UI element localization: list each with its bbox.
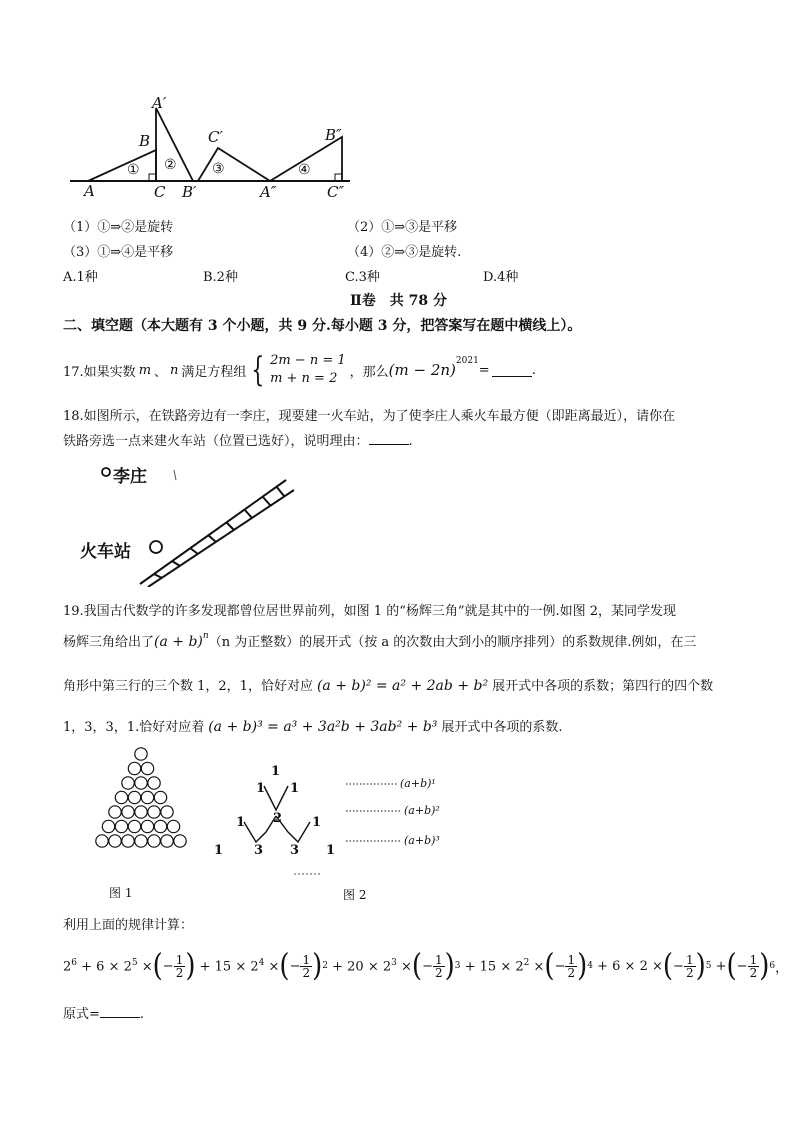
village-label: 李庄 <box>113 467 147 487</box>
label-circle-1: ① <box>127 162 140 178</box>
q18-end: . <box>408 434 413 449</box>
label-C: C <box>154 183 166 201</box>
fig2-row1: 1 <box>271 764 281 779</box>
triangle-circle <box>128 820 140 832</box>
triangle-circle <box>154 791 166 803</box>
fig2-row2-right: 1 <box>290 781 300 796</box>
result-line <box>63 1003 144 1022</box>
label-B: B <box>139 132 151 150</box>
q17-sep: 、 <box>154 364 168 380</box>
q17-exp: 2021 <box>455 356 479 366</box>
triangle-circle <box>115 820 127 832</box>
q17-answer-blank[interactable] <box>492 364 532 377</box>
label-A: A <box>84 182 95 200</box>
calc-intro: 利用上面的规律计算： <box>63 918 194 933</box>
q19-line4 <box>63 716 563 735</box>
triangle-circle <box>102 820 114 832</box>
q19-line3-expr: (a + b)² = a² + 2ab + b² <box>316 678 489 694</box>
q19-line2-exp: n <box>202 631 209 641</box>
fig2-row4-4: 1 <box>326 843 336 858</box>
label-A-prime: A′ <box>152 94 167 112</box>
fig2-label-2: (a+b)² <box>404 804 440 817</box>
q19-line2 <box>63 631 696 650</box>
result-end: . <box>139 1007 145 1022</box>
q16-option-1: （1）①⇒②是旋转 <box>63 220 174 235</box>
triangle-circle <box>135 806 147 818</box>
triangle-circle <box>167 820 179 832</box>
q18-line2 <box>63 430 413 449</box>
triangle-circle <box>122 777 134 789</box>
q17-expr: (m − 2n) <box>388 361 456 379</box>
section-heading: 二、填空题（本大题有 3 个小题，共 9 分.每小题 3 分，把答案写在题中横线上）。 <box>63 318 582 334</box>
q17-eq1: 2m − n = 1 <box>270 353 346 368</box>
q17-line <box>63 350 536 390</box>
q17-prefix: 17.如果实数 <box>63 364 136 380</box>
yanghui-triangle-figure <box>68 744 218 880</box>
q18-answer-blank[interactable] <box>369 432 409 445</box>
q19-line4a: 1，3，3，1.恰好对应着 <box>63 720 205 735</box>
fig2-label-1: (a+b)¹ <box>400 777 436 790</box>
fig2-row2-left: 1 <box>256 781 266 796</box>
triangle-circle <box>174 835 186 847</box>
fig2-row3-left: 1 <box>236 815 246 830</box>
triangle-circle <box>141 791 153 803</box>
q17-n: n <box>170 362 179 378</box>
calc-expression: $2^6 + 6 \times 2^5$ × ( − $\frac{1}{2}$ ) + $15 \times 2^4$ × ( − $\frac{1}{2}$ ) 2 + $20 \times 2^3$ × ( − $\frac{1}{2}$ ) 3 + $15 \times 2^2$ × ( − $\frac{1}{2}$ ) 4 + 6 × 2 × ( − $\frac{1}{2}$ ) 5 + ( − $\frac{1}{2}$ ) 6 ， <box>63 948 789 984</box>
q19-line4-expr: (a + b)³ = a³ + 3a²b + 3ab² + b³ <box>208 719 438 735</box>
triangle-circle <box>135 777 147 789</box>
q19-line3a: 角形中第三行的三个数 1，2，1，恰好对应 <box>63 679 313 694</box>
label-B-prime: B′ <box>182 183 197 201</box>
q17-system <box>270 352 346 388</box>
triangle-circle <box>115 791 127 803</box>
label-C-double-prime: C″ <box>327 183 345 201</box>
q16-option-2: （2）①⇒③是平移 <box>347 220 458 235</box>
q19-line1: 19.我国古代数学的许多发现都曾位居世界前列，如图 1 的“杨辉三角”就是其中的一例.如图 2，某同学发现 <box>63 604 677 619</box>
q17-period: . <box>531 362 536 378</box>
fig2-label-3: (a+b)³ <box>404 834 440 847</box>
triangle-circle <box>154 820 166 832</box>
result-answer-blank[interactable] <box>100 1005 140 1018</box>
fig2-row3-right: 1 <box>312 815 322 830</box>
triangle-circle <box>122 835 134 847</box>
triangle-circle <box>109 806 121 818</box>
fig2-caption: 图 2 <box>343 888 367 902</box>
q18-line1: 18.如图所示，在铁路旁边有一李庄，现要建一火车站，为了使李庄人乘火车最方便（即距离最近），请你在 <box>63 409 676 424</box>
label-circle-2: ② <box>164 157 177 173</box>
label-circle-3: ③ <box>212 161 225 177</box>
q19-line2a: 杨辉三角给出了 <box>63 635 155 650</box>
q17-after: ，那么 <box>349 364 389 380</box>
fig2-row3-mid: 2 <box>273 811 283 826</box>
railway-figure <box>62 462 302 587</box>
label-C-prime: C′ <box>208 128 223 146</box>
q17-eq2: m + n = 2 <box>270 371 338 386</box>
fig1-caption: 图 1 <box>109 886 133 900</box>
q17-eq: = <box>478 362 490 378</box>
triangle-circle <box>135 748 147 760</box>
fig2-row4-3: 3 <box>290 843 300 858</box>
q16-choice-c: C.3种 <box>345 270 380 285</box>
q16-choice-b: B.2种 <box>203 270 238 285</box>
fig2-row4-1: 1 <box>214 843 224 858</box>
fig2-row4-2: 3 <box>254 843 264 858</box>
triangle-circle <box>161 835 173 847</box>
q19-line2-expr: (a + b) <box>154 634 203 650</box>
triangle-circle <box>96 835 108 847</box>
section-title: Ⅱ卷 共 78 分 <box>350 293 448 309</box>
q19-line2b: （n 为正整数）的展开式（按 a 的次数由大到小的顺序排列）的系数规律.例如，在三 <box>208 635 697 650</box>
q18-line2-text: 铁路旁选一点来建火车站（位置已选好），说明理由： <box>63 434 369 449</box>
result-prefix: 原式= <box>63 1007 100 1022</box>
triangle-circle <box>141 820 153 832</box>
triangle-circle <box>135 835 147 847</box>
triangle-circle <box>161 806 173 818</box>
triangle-circle <box>148 806 160 818</box>
triangle-circle <box>141 762 153 774</box>
triangle-circle <box>109 835 121 847</box>
station-label: 火车站 <box>80 542 131 562</box>
q16-option-4: （4）②⇒③是旋转. <box>347 245 462 260</box>
q19-line3 <box>63 675 713 694</box>
label-A-double-prime: A″ <box>260 183 277 201</box>
q19-line4b: 展开式中各项的系数. <box>441 720 563 735</box>
q17-brace: { <box>251 350 265 390</box>
triangle-circle <box>128 762 140 774</box>
q17-m: m <box>138 362 152 378</box>
coefficient-figure <box>222 754 442 884</box>
q19-line3b: 展开式中各项的系数；第四行的四个数 <box>492 679 714 694</box>
triangle-circle <box>122 806 134 818</box>
triangle-circle <box>128 791 140 803</box>
triangle-circle <box>148 835 160 847</box>
triangle-circle <box>148 777 160 789</box>
q16-choice-a: A.1种 <box>63 270 98 285</box>
q17-mid: 满足方程组 <box>181 364 247 380</box>
figure-triangles <box>60 92 360 204</box>
q16-option-3: （3）①⇒④是平移 <box>63 245 174 260</box>
q16-choice-d: D.4种 <box>483 270 519 285</box>
label-B-double-prime: B″ <box>325 126 342 144</box>
label-circle-4: ④ <box>298 162 311 178</box>
